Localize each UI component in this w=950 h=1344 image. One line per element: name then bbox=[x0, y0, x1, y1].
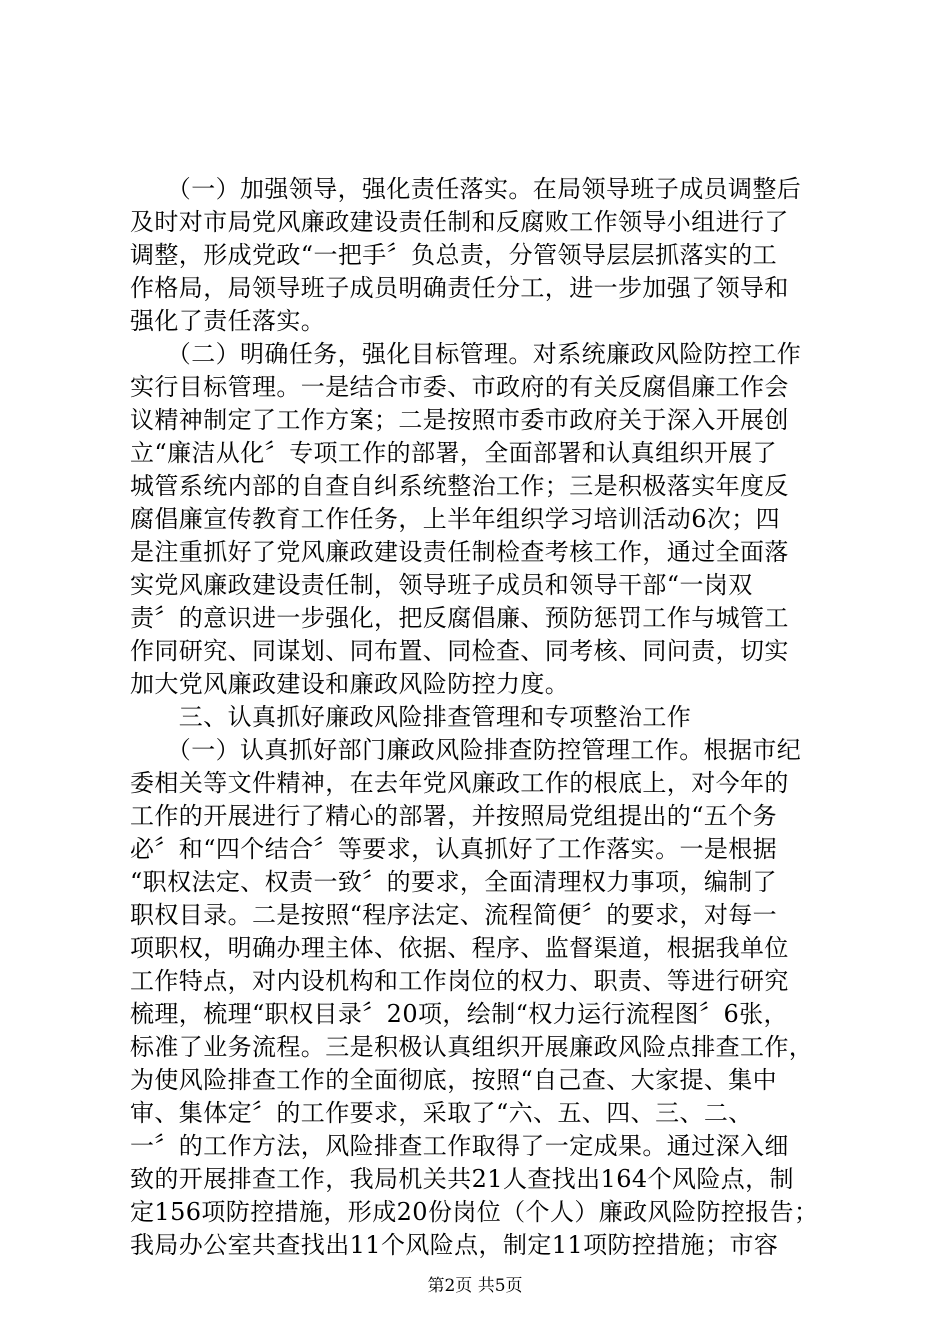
text-line: 强化了责任落实。 bbox=[130, 307, 326, 335]
text-line: （一）认真抓好部门廉政风险排查防控管理工作。根据市纪 bbox=[130, 736, 802, 764]
text-line: 作格局，局领导班子成员明确责任分工，进一步加强了领导和 bbox=[130, 274, 789, 302]
page-footer: 第2页 共5页 bbox=[427, 1276, 523, 1296]
text-line: （一）加强领导，强化责任落实。在局领导班子成员调整后 bbox=[130, 175, 802, 203]
text-line: 实党风廉政建设责任制，领导班子成员和领导干部“一岗双 bbox=[130, 571, 753, 599]
text-line: 必〞和“四个结合〞等要求，认真抓好了工作落实。一是根据 bbox=[130, 835, 778, 863]
text-line: 调整，形成党政“一把手〞负总责，分管领导层层抓落实的工 bbox=[130, 241, 778, 269]
text-line: （二）明确任务，强化目标管理。对系统廉政风险防控工作 bbox=[130, 340, 802, 368]
text-line: 审、集体定〞的工作要求，采取了“六、五、四、三、二、 bbox=[130, 1099, 753, 1127]
text-line: 立“廉洁从化〞专项工作的部署，全面部署和认真组织开展了 bbox=[130, 439, 778, 467]
text-line: 议精神制定了工作方案；二是按照市委市政府关于深入开展创 bbox=[130, 406, 789, 434]
text-line: 责〞的意识进一步强化，把反腐倡廉、预防惩罚工作与城管工 bbox=[130, 604, 789, 632]
text-line: 工作的开展进行了精心的部署，并按照局党组提出的“五个务 bbox=[130, 802, 778, 830]
text-line: 致的开展排查工作，我局机关共21人查找出164个风险点，制 bbox=[130, 1165, 794, 1193]
text-line: 项职权，明确办理主体、依据、程序、监督渠道，根据我单位 bbox=[130, 934, 789, 962]
document-body bbox=[130, 173, 830, 1262]
text-line: 为使风险排查工作的全面彻底，按照“自己查、大家提、集中 bbox=[130, 1066, 778, 1094]
text-line: 三、认真抓好廉政风险排查管理和专项整治工作 bbox=[130, 703, 692, 731]
text-line: 是注重抓好了党风廉政建设责任制检查考核工作，通过全面落 bbox=[130, 538, 789, 566]
text-line: 一〞的工作方法，风险排查工作取得了一定成果。通过深入细 bbox=[130, 1132, 789, 1160]
text-line: 定156项防控措施，形成20份岗位（个人）廉政风险防控报告； bbox=[130, 1198, 819, 1226]
text-line: 腐倡廉宣传教育工作任务，上半年组织学习培训活动6次；四 bbox=[130, 505, 781, 533]
text-line: 工作特点，对内设机构和工作岗位的权力、职责、等进行研究 bbox=[130, 967, 789, 995]
text-line: 作同研究、同谋划、同布置、同检查、同考核、同问责，切实 bbox=[130, 637, 789, 665]
text-line: 加大党风廉政建设和廉政风险防控力度。 bbox=[130, 670, 570, 698]
text-line: 标准了业务流程。三是积极认真组织开展廉政风险点排查工作， bbox=[130, 1033, 814, 1061]
text-line: 委相关等文件精神，在去年党风廉政工作的根底上，对今年的 bbox=[130, 769, 789, 797]
text-line: 职权目录。二是按照“程序法定、流程简便〞的要求，对每一 bbox=[130, 901, 778, 929]
text-line: 及时对市局党风廉政建设责任制和反腐败工作领导小组进行了 bbox=[130, 208, 789, 236]
text-line: 梳理，梳理“职权目录〞20项，绘制“权力运行流程图〞6张， bbox=[130, 1000, 788, 1028]
text-line: 我局办公室共查找出11个风险点，制定11项防控措施；市容 bbox=[130, 1231, 779, 1259]
text-line: 实行目标管理。一是结合市委、市政府的有关反腐倡廉工作会 bbox=[130, 373, 789, 401]
text-line: 城管系统内部的自查自纠系统整治工作；三是积极落实年度反 bbox=[130, 472, 789, 500]
text-line: “职权法定、权责一致〞的要求，全面清理权力事项，编制了 bbox=[130, 868, 778, 896]
